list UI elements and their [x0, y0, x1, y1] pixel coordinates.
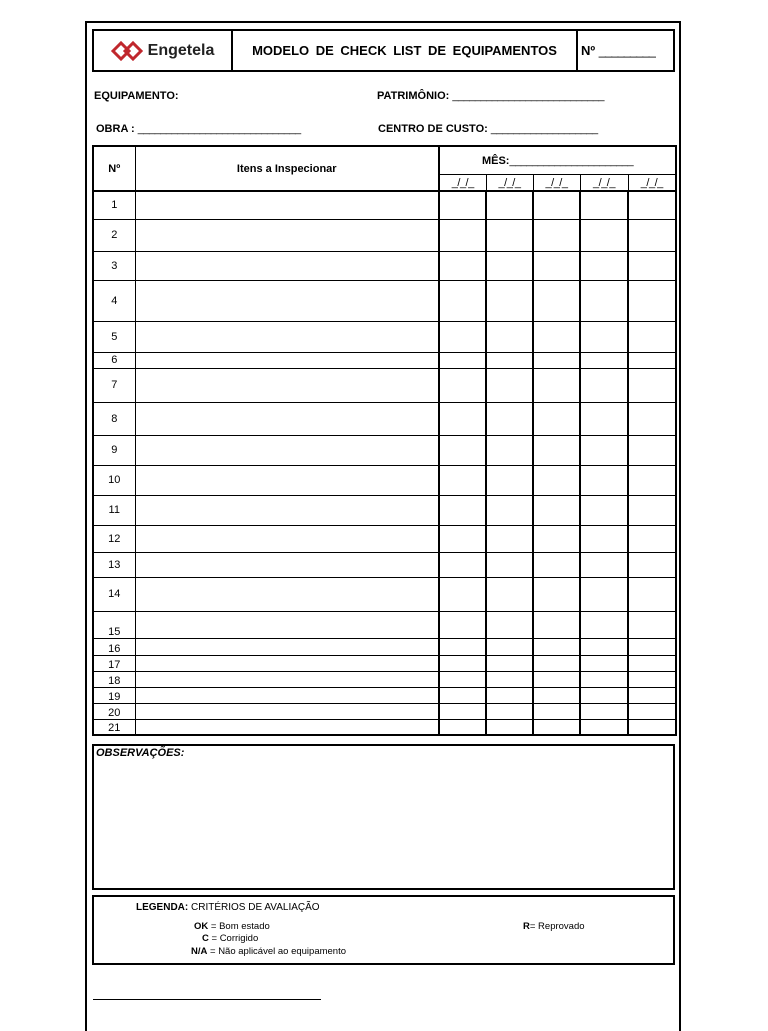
row-check-cell[interactable]: [533, 703, 580, 719]
row-number: 7: [93, 368, 135, 402]
obra-field[interactable]: [96, 123, 301, 135]
row-check-cell[interactable]: [533, 219, 580, 251]
row-check-cell[interactable]: [486, 402, 533, 435]
row-check-cell[interactable]: [486, 687, 533, 703]
row-check-cell[interactable]: [439, 435, 486, 465]
table-row: [93, 321, 676, 352]
patrimonio-field[interactable]: [377, 90, 604, 102]
row-check-cell[interactable]: [486, 611, 533, 638]
row-check-cell[interactable]: [486, 435, 533, 465]
row-item-cell[interactable]: [135, 368, 439, 402]
row-check-cell[interactable]: [628, 611, 676, 638]
row-number: 17: [93, 655, 135, 671]
row-check-cell[interactable]: [486, 191, 533, 219]
row-check-cell[interactable]: [439, 219, 486, 251]
inspection-table: [92, 145, 677, 736]
row-check-cell[interactable]: [439, 655, 486, 671]
row-check-cell[interactable]: [439, 552, 486, 577]
row-check-cell[interactable]: [580, 655, 628, 671]
row-check-cell[interactable]: [580, 368, 628, 402]
row-check-cell[interactable]: [439, 638, 486, 655]
row-item-cell[interactable]: [135, 191, 439, 219]
row-number: 20: [93, 703, 135, 719]
legend-na: [191, 946, 346, 957]
row-check-cell[interactable]: [580, 219, 628, 251]
row-check-cell[interactable]: [533, 638, 580, 655]
row-check-cell[interactable]: [439, 495, 486, 525]
month-header[interactable]: [439, 146, 676, 175]
logo: [94, 31, 233, 70]
row-number: 18: [93, 671, 135, 687]
table-row: [93, 719, 676, 735]
legend-ok-text: = Bom estado: [208, 921, 270, 932]
row-check-cell[interactable]: [486, 525, 533, 552]
table-row: [93, 552, 676, 577]
row-check-cell[interactable]: [628, 251, 676, 280]
row-item-cell[interactable]: [135, 611, 439, 638]
row-item-cell[interactable]: [135, 703, 439, 719]
row-item-cell[interactable]: [135, 577, 439, 611]
row-check-cell[interactable]: [628, 402, 676, 435]
legend-title: [136, 902, 320, 913]
row-item-cell[interactable]: [135, 655, 439, 671]
row-check-cell[interactable]: [533, 280, 580, 321]
obra-label: OBRA :: [96, 123, 135, 135]
row-check-cell[interactable]: [439, 577, 486, 611]
row-check-cell[interactable]: [580, 402, 628, 435]
table-row: [93, 495, 676, 525]
row-check-cell[interactable]: [486, 638, 533, 655]
row-check-cell[interactable]: [628, 525, 676, 552]
date-header[interactable]: _/_/_: [580, 175, 628, 192]
centro-custo-label: CENTRO DE CUSTO:: [378, 123, 488, 135]
table-row: [93, 465, 676, 495]
row-check-cell[interactable]: [439, 719, 486, 735]
observations-box[interactable]: [92, 744, 675, 890]
row-check-cell[interactable]: [580, 191, 628, 219]
row-check-cell[interactable]: [486, 465, 533, 495]
row-check-cell[interactable]: [486, 352, 533, 368]
row-check-cell[interactable]: [439, 687, 486, 703]
row-check-cell[interactable]: [580, 552, 628, 577]
row-number: 4: [93, 280, 135, 321]
row-check-cell[interactable]: [486, 671, 533, 687]
row-number: 9: [93, 435, 135, 465]
row-check-cell[interactable]: [580, 251, 628, 280]
row-check-cell[interactable]: [533, 435, 580, 465]
patrimonio-line: ___________________________: [452, 90, 605, 102]
row-check-cell[interactable]: [533, 552, 580, 577]
row-check-cell[interactable]: [486, 251, 533, 280]
row-check-cell[interactable]: [580, 719, 628, 735]
row-check-cell[interactable]: [628, 703, 676, 719]
table-row: [93, 402, 676, 435]
date-header[interactable]: _/_/_: [533, 175, 580, 192]
table-row: [93, 638, 676, 655]
row-check-cell[interactable]: [628, 687, 676, 703]
row-number: 6: [93, 352, 135, 368]
legend-na-key: N/A: [191, 946, 208, 957]
row-check-cell[interactable]: [580, 465, 628, 495]
date-header[interactable]: _/_/_: [439, 175, 486, 192]
row-item-cell[interactable]: [135, 687, 439, 703]
row-number: 8: [93, 402, 135, 435]
row-check-cell[interactable]: [439, 465, 486, 495]
row-item-cell[interactable]: [135, 671, 439, 687]
row-check-cell[interactable]: [580, 577, 628, 611]
row-check-cell[interactable]: [628, 638, 676, 655]
month-line: ______________________: [509, 154, 634, 167]
row-number: 3: [93, 251, 135, 280]
row-check-cell[interactable]: [439, 368, 486, 402]
row-check-cell[interactable]: [533, 251, 580, 280]
row-check-cell[interactable]: [439, 191, 486, 219]
legend-title-bold: LEGENDA:: [136, 902, 189, 913]
table-row: [93, 280, 676, 321]
row-check-cell[interactable]: [580, 495, 628, 525]
row-number: 5: [93, 321, 135, 352]
form-header: [92, 29, 675, 72]
table-row: [93, 435, 676, 465]
row-check-cell[interactable]: [533, 719, 580, 735]
centro-custo-line: ___________________: [490, 123, 598, 135]
row-check-cell[interactable]: [439, 703, 486, 719]
row-item-cell[interactable]: [135, 352, 439, 368]
table-row: [93, 368, 676, 402]
row-item-cell[interactable]: [135, 280, 439, 321]
row-number: 1: [93, 191, 135, 219]
engetela-logo-icon: [111, 41, 145, 61]
row-number: 12: [93, 525, 135, 552]
column-header-number: Nº: [93, 146, 135, 191]
legend-ok: [194, 921, 270, 932]
row-check-cell[interactable]: [580, 687, 628, 703]
row-check-cell[interactable]: [628, 321, 676, 352]
row-check-cell[interactable]: [486, 219, 533, 251]
row-check-cell[interactable]: [580, 525, 628, 552]
row-item-cell[interactable]: [135, 638, 439, 655]
row-number: 19: [93, 687, 135, 703]
row-check-cell[interactable]: [628, 219, 676, 251]
legend-title-text: CRITÉRIOS DE AVALIAÇÃO: [188, 902, 320, 913]
row-check-cell[interactable]: [486, 495, 533, 525]
row-check-cell[interactable]: [533, 611, 580, 638]
row-check-cell[interactable]: [628, 435, 676, 465]
row-item-cell[interactable]: [135, 552, 439, 577]
row-number: 2: [93, 219, 135, 251]
row-item-cell[interactable]: [135, 525, 439, 552]
row-check-cell[interactable]: [628, 671, 676, 687]
row-number: 14: [93, 577, 135, 611]
logo-text: Engetela: [147, 41, 215, 59]
centro-custo-field[interactable]: [378, 123, 598, 135]
row-check-cell[interactable]: [439, 611, 486, 638]
observations-label: OBSERVAÇÕES:: [96, 747, 185, 759]
row-check-cell[interactable]: [628, 280, 676, 321]
row-check-cell[interactable]: [628, 495, 676, 525]
legend-box: [92, 895, 675, 965]
form-number[interactable]: [578, 31, 673, 70]
row-number: 13: [93, 552, 135, 577]
row-check-cell[interactable]: [533, 687, 580, 703]
row-check-cell[interactable]: [533, 402, 580, 435]
table-row: [93, 577, 676, 611]
table-row: [93, 703, 676, 719]
row-check-cell[interactable]: [533, 465, 580, 495]
row-check-cell[interactable]: [628, 465, 676, 495]
row-check-cell[interactable]: [439, 280, 486, 321]
form-number-line: _________: [598, 43, 655, 58]
table-row: [93, 191, 676, 219]
row-number: 10: [93, 465, 135, 495]
patrimonio-label: PATRIMÔNIO:: [377, 90, 450, 102]
legend-ok-key: OK: [194, 921, 209, 932]
row-number: 11: [93, 495, 135, 525]
table-row: [93, 219, 676, 251]
table-row: [93, 611, 676, 638]
row-number: 15: [93, 611, 135, 638]
row-check-cell[interactable]: [533, 321, 580, 352]
row-item-cell[interactable]: [135, 465, 439, 495]
form-number-label: Nº: [581, 43, 596, 58]
row-check-cell[interactable]: [486, 719, 533, 735]
row-item-cell[interactable]: [135, 321, 439, 352]
legend-r-key: R: [523, 921, 530, 932]
row-check-cell[interactable]: [580, 611, 628, 638]
row-check-cell[interactable]: [533, 191, 580, 219]
row-item-cell[interactable]: [135, 495, 439, 525]
row-check-cell[interactable]: [580, 321, 628, 352]
date-header[interactable]: _/_/_: [486, 175, 533, 192]
row-item-cell[interactable]: [135, 435, 439, 465]
legend-c: [202, 933, 258, 944]
obra-line: _____________________________: [137, 123, 301, 135]
row-check-cell[interactable]: [628, 552, 676, 577]
row-check-cell[interactable]: [486, 368, 533, 402]
row-check-cell[interactable]: [628, 655, 676, 671]
row-check-cell[interactable]: [439, 352, 486, 368]
equipamento-label: EQUIPAMENTO:: [94, 90, 179, 102]
row-item-cell[interactable]: [135, 719, 439, 735]
row-check-cell[interactable]: [580, 280, 628, 321]
table-row: [93, 251, 676, 280]
legend-r: [523, 921, 585, 932]
row-check-cell[interactable]: [580, 435, 628, 465]
row-check-cell[interactable]: [533, 577, 580, 611]
row-check-cell[interactable]: [628, 191, 676, 219]
row-check-cell[interactable]: [439, 525, 486, 552]
row-check-cell[interactable]: [533, 671, 580, 687]
row-check-cell[interactable]: [628, 368, 676, 402]
legend-r-text: = Reprovado: [529, 921, 585, 932]
row-check-cell[interactable]: [486, 280, 533, 321]
row-check-cell[interactable]: [486, 655, 533, 671]
row-check-cell[interactable]: [439, 402, 486, 435]
row-check-cell[interactable]: [628, 352, 676, 368]
table-row: [93, 671, 676, 687]
row-check-cell[interactable]: [628, 719, 676, 735]
row-check-cell[interactable]: [533, 525, 580, 552]
signature-line[interactable]: [93, 999, 321, 1000]
row-check-cell[interactable]: [533, 352, 580, 368]
row-check-cell[interactable]: [439, 671, 486, 687]
row-check-cell[interactable]: [580, 352, 628, 368]
row-check-cell[interactable]: [533, 368, 580, 402]
row-check-cell[interactable]: [439, 251, 486, 280]
row-check-cell[interactable]: [533, 655, 580, 671]
row-item-cell[interactable]: [135, 402, 439, 435]
column-header-items: Itens a Inspecionar: [135, 146, 439, 191]
legend-c-text: = Corrigido: [208, 933, 259, 944]
row-check-cell[interactable]: [486, 552, 533, 577]
row-check-cell[interactable]: [486, 703, 533, 719]
row-item-cell[interactable]: [135, 219, 439, 251]
row-check-cell[interactable]: [580, 703, 628, 719]
legend-c-key: C: [202, 933, 209, 944]
row-check-cell[interactable]: [439, 321, 486, 352]
table-row: [93, 687, 676, 703]
row-check-cell[interactable]: [486, 577, 533, 611]
row-check-cell[interactable]: [628, 577, 676, 611]
month-label: MÊS:: [481, 154, 510, 167]
table-row: [93, 655, 676, 671]
row-number: 16: [93, 638, 135, 655]
table-row: [93, 525, 676, 552]
row-check-cell[interactable]: [580, 671, 628, 687]
date-header[interactable]: _/_/_: [628, 175, 676, 192]
row-check-cell[interactable]: [533, 495, 580, 525]
legend-na-text: = Não aplicável ao equipamento: [207, 946, 347, 957]
row-check-cell[interactable]: [486, 321, 533, 352]
equipamento-field[interactable]: [94, 90, 179, 102]
table-row: [93, 352, 676, 368]
row-check-cell[interactable]: [580, 638, 628, 655]
row-item-cell[interactable]: [135, 251, 439, 280]
row-number: 21: [93, 719, 135, 735]
form-title: MODELO DE CHECK LIST DE EQUIPAMENTOS: [233, 31, 578, 70]
